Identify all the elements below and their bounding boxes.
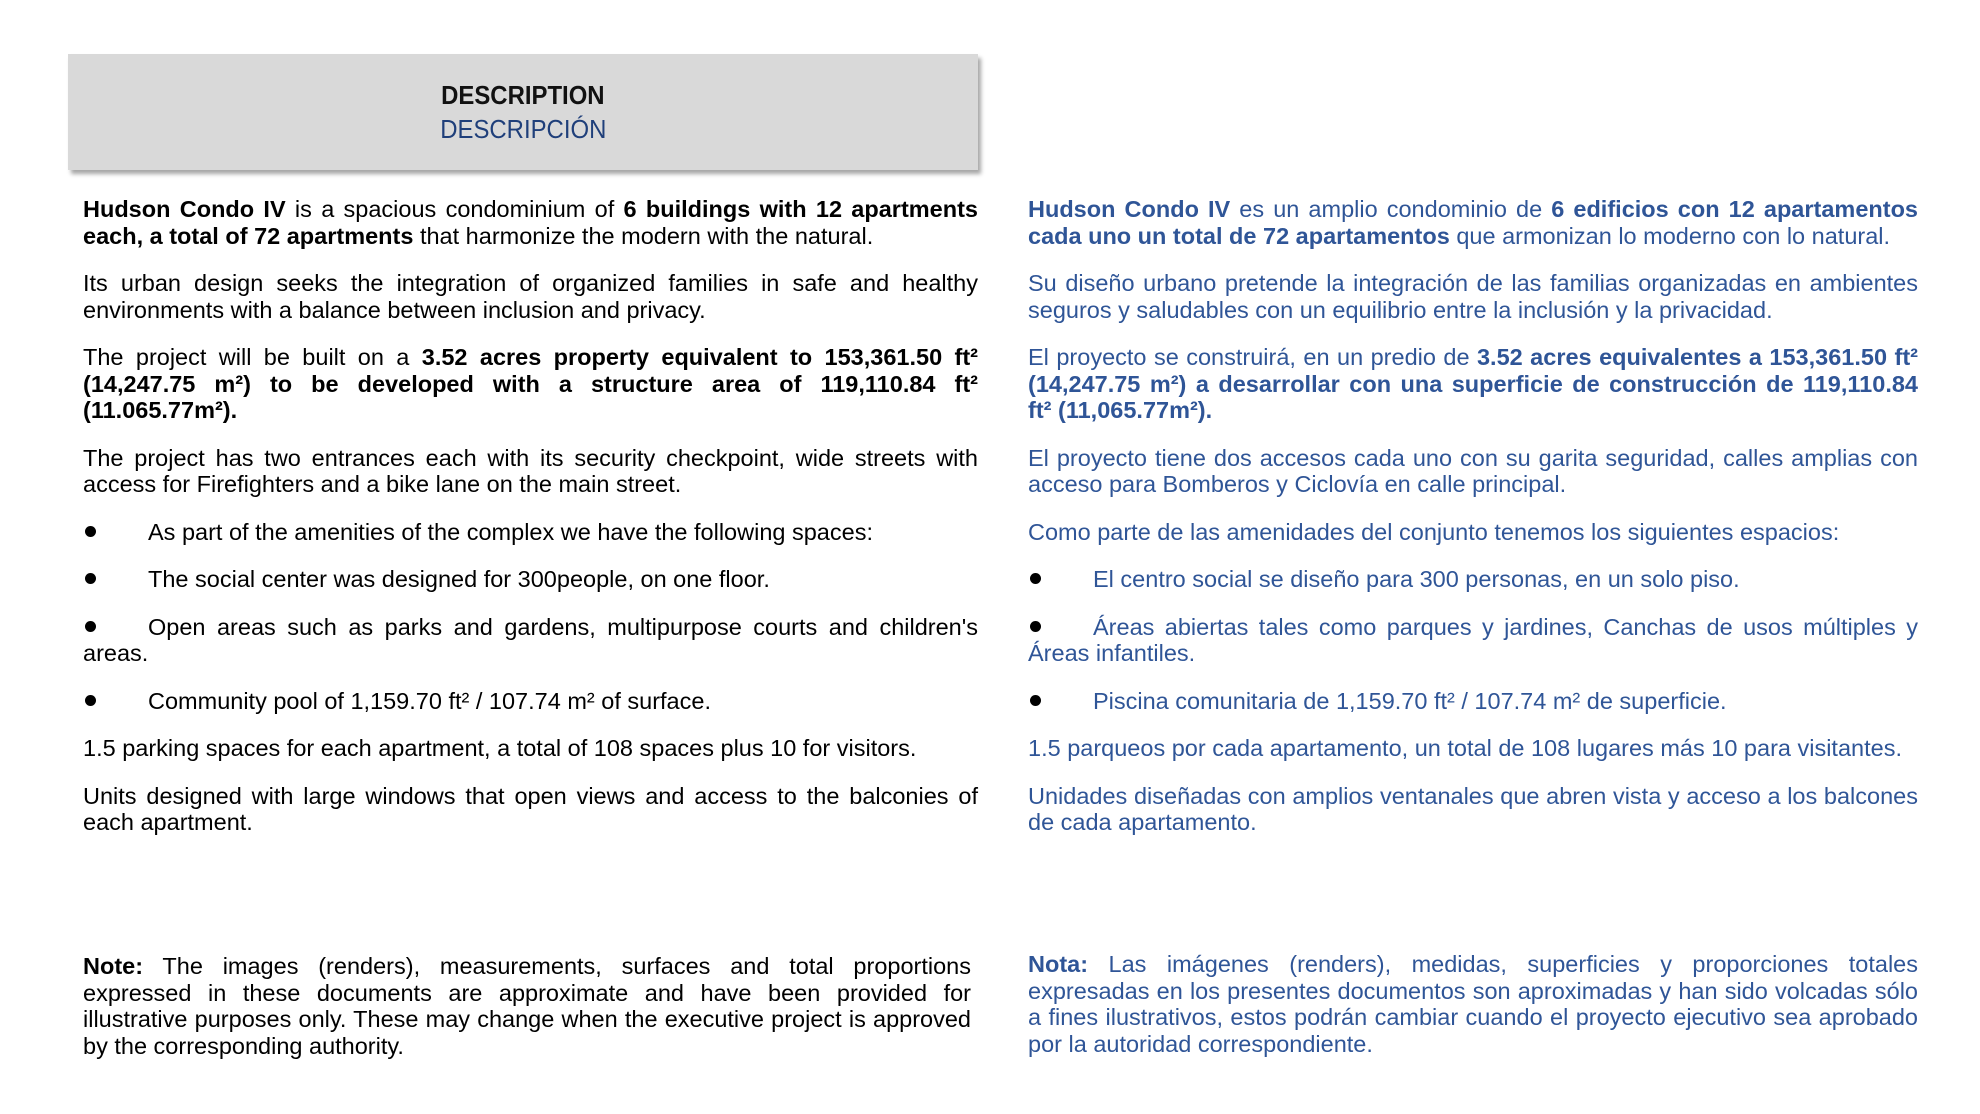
spanish-paragraph-1: Hudson Condo IV es un amplio condominio de 6 edificios con 12 apartamentos cada uno un total de 72 apartamentos que armonizan lo moderno con lo natural. <box>1028 196 1918 249</box>
english-paragraph-5: 1.5 parking spaces for each apartment, a total of 108 spaces plus 10 for visitors. <box>83 735 917 761</box>
spanish-paragraph-3: El proyecto se construirá, en un predio de 3.52 acres equivalentes a 153,361.50 ft² (14,247.75 m²) a desarrollar con una superficie de construcción de 119,110.84 ft² (11,065.77m²). <box>1028 344 1918 423</box>
spanish-bullet-item: El centro social se diseño para 300 personas, en un solo piso. <box>1028 566 1918 593</box>
spanish-bullet-item: Piscina comunitaria de 1,159.70 ft² / 107.74 m² de superficie. <box>1028 688 1918 715</box>
spanish-column <box>1028 196 1918 857</box>
spanish-note-label: Nota: <box>1028 951 1089 977</box>
header-title-english: DESCRIPTION <box>441 80 605 110</box>
english-paragraph-1: Hudson Condo IV is a spacious condominium of 6 buildings with 12 apartments each, a total of 72 apartments that harmonize the modern with the natural. <box>83 196 978 249</box>
english-bullet-item: Community pool of 1,159.70 ft² / 107.74 m² of surface. <box>83 688 978 715</box>
project-name: Hudson Condo IV <box>1028 196 1231 222</box>
english-bullet-item: Open areas such as parks and gardens, multipurpose courts and children's areas. <box>83 613 978 666</box>
english-paragraph-2: Its urban design seeks the integration of organized families in safe and healthy environments with a balance between inclusion and privacy. <box>83 270 978 323</box>
header-title-spanish: DESCRIPCIÓN <box>439 114 607 144</box>
english-paragraph-4: The project has two entrances each with its security checkpoint, wide streets with access for Firefighters and a bike lane on the main street. <box>83 444 978 497</box>
spanish-paragraph-2: Su diseño urbano pretende la integración de las familias organizadas en ambientes seguros y saludables con un equilibrio entre la inclusión y la privacidad. <box>1028 270 1918 323</box>
spanish-bullet-item: Áreas abiertas tales como parques y jardines, Canchas de usos múltiples y Áreas infantiles. <box>1028 613 1918 666</box>
spanish-paragraph-7: Unidades diseñadas con amplios ventanales que abren vista y acceso a los balcones de cada apartamento. <box>1028 782 1918 835</box>
spanish-paragraph-5: Como parte de las amenidades del conjunto tenemos los siguientes espacios: <box>1028 518 1840 545</box>
english-note-text: The images (renders), measurements, surfaces and total proportions expressed in these documents are approximate and have been provided for illustrative purposes only. These may change when the executive project is approved by the corresponding authority. <box>83 953 971 1059</box>
english-note <box>83 953 971 1059</box>
english-note-label: Note: <box>83 953 144 979</box>
spanish-note <box>1028 951 1918 1057</box>
spanish-paragraph-4: El proyecto tiene dos accesos cada uno con su garita seguridad, calles amplias con acceso para Bomberos y Ciclovía en calle principal. <box>1028 444 1918 497</box>
english-paragraph-6: Units designed with large windows that open views and access to the balconies of each apartment. <box>83 782 978 835</box>
english-column <box>83 196 978 857</box>
spanish-paragraph-6: 1.5 parqueos por cada apartamento, un total de 108 lugares más 10 para visitantes. <box>1028 735 1902 761</box>
project-name: Hudson Condo IV <box>83 196 286 222</box>
description-header <box>68 54 978 170</box>
spanish-note-text: Las imágenes (renders), medidas, superficies y proporciones totales expresadas en los presentes documentos son aproximadas y han sido volcadas sólo a fines ilustrativos, estos podrán cambiar cuando el proyecto ejecutivo sea aprobado por la autoridad correspondiente. <box>1028 951 1918 1057</box>
english-bullet-item: The social center was designed for 300people, on one floor. <box>83 566 978 593</box>
english-bullet-item: As part of the amenities of the complex we have the following spaces: <box>83 519 978 546</box>
english-paragraph-3: The project will be built on a 3.52 acres property equivalent to 153,361.50 ft² (14,247.75 m²) to be developed with a structure area of 119,110.84 ft² (11.065.77m²). <box>83 344 979 423</box>
